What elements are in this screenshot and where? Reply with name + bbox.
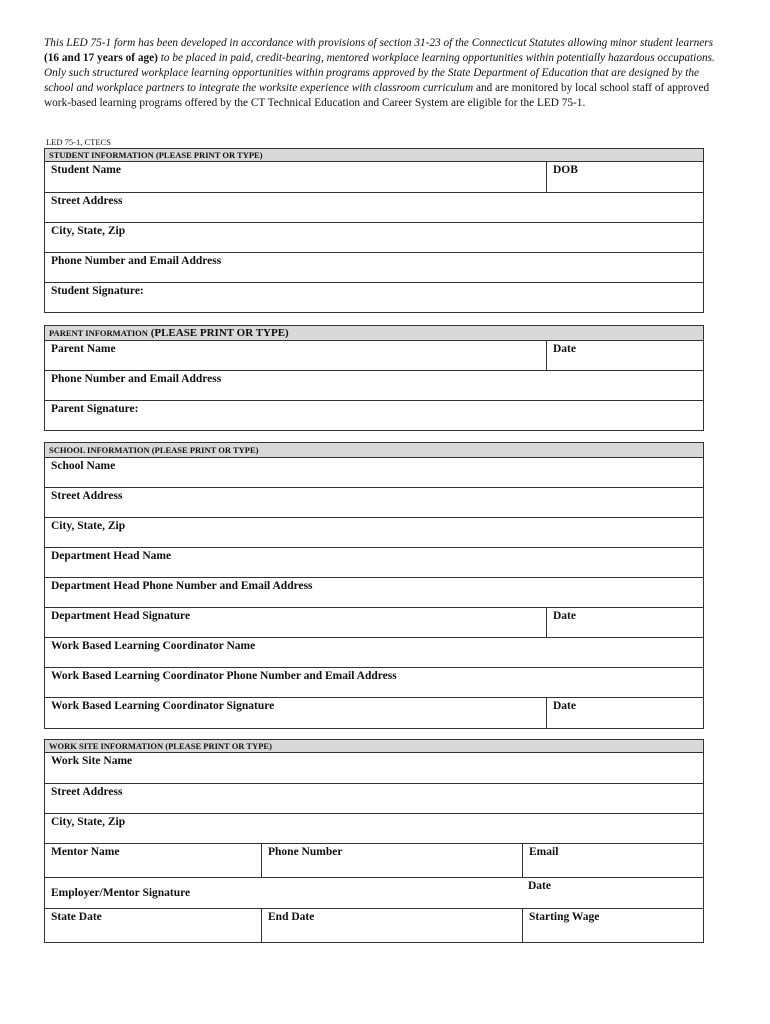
- worksite-section: [44, 739, 704, 943]
- school-city-field[interactable]: City, State, Zip: [51, 520, 126, 532]
- mentor-phone-field[interactable]: Phone Number: [261, 844, 522, 877]
- intro-text-3: and are monitored by local school staff of approved work-based learning programs offered by the CT Technical Education and Career System are eligible for the LED 75-1.: [44, 82, 710, 109]
- form-id: LED 75-1, CTECS: [46, 137, 111, 147]
- worksite-city-field[interactable]: City, State, Zip: [51, 816, 126, 828]
- wbl-phone-row: [45, 667, 703, 697]
- mentor-row: [45, 843, 703, 877]
- student-city-row: [45, 222, 703, 252]
- student-section: [44, 148, 704, 313]
- parent-phone-row: [45, 370, 703, 400]
- dept-head-name-row: [45, 547, 703, 577]
- student-name-field[interactable]: Student Name: [51, 164, 121, 176]
- mentor-name-field[interactable]: Mentor Name: [51, 846, 120, 858]
- student-phone-row: [45, 252, 703, 282]
- student-phone-field[interactable]: Phone Number and Email Address: [51, 255, 222, 267]
- parent-section: [44, 325, 704, 431]
- parent-phone-field[interactable]: Phone Number and Email Address: [51, 373, 222, 385]
- wbl-signature-field[interactable]: Work Based Learning Coordinator Signature: [51, 700, 275, 712]
- intro-paragraph: [44, 36, 724, 111]
- student-name-row: [45, 162, 703, 192]
- student-section-header: STUDENT INFORMATION (PLEASE PRINT OR TYPE): [45, 149, 703, 162]
- dob-field[interactable]: DOB: [546, 162, 703, 192]
- worksite-street-field[interactable]: Street Address: [51, 786, 123, 798]
- mentor-email-field[interactable]: Email: [522, 844, 703, 877]
- wbl-name-field[interactable]: Work Based Learning Coordinator Name: [51, 640, 256, 652]
- student-street-field[interactable]: Street Address: [51, 195, 123, 207]
- worksite-name-row: [45, 753, 703, 783]
- parent-signature-field[interactable]: Parent Signature:: [51, 403, 139, 415]
- intro-text-1: This LED 75-1 form has been developed in accordance with provisions of section 31-23 of the Connecticut Statutes allowing minor student learners: [44, 37, 714, 49]
- parent-name-field[interactable]: Parent Name: [51, 343, 116, 355]
- worksite-section-header: WORK SITE INFORMATION (PLEASE PRINT OR TYPE): [45, 740, 703, 753]
- employment-terms-row: [45, 908, 703, 942]
- school-name-row: [45, 458, 703, 487]
- worksite-city-row: [45, 813, 703, 843]
- employer-signature-field[interactable]: Employer/Mentor Signature: [51, 887, 191, 899]
- intro-text-2: to be placed in paid, credit-bearing, mentored workplace learning opportunities within potentially hazardous occupations. Only such structured workplace learning opportunities within programs approved by the State Department of Education that are designed by the school and workplace partners to integrate the worksite experience with classroom curriculum: [44, 52, 715, 94]
- wbl-name-row: [45, 637, 703, 667]
- worksite-street-row: [45, 783, 703, 813]
- parent-section-header: [45, 326, 703, 341]
- parent-header-note: (PLEASE PRINT OR TYPE): [147, 327, 289, 339]
- school-name-field[interactable]: School Name: [51, 460, 116, 472]
- dept-head-date-field[interactable]: Date: [546, 608, 703, 637]
- student-signature-field[interactable]: Student Signature:: [51, 285, 144, 297]
- dept-head-phone-field[interactable]: Department Head Phone Number and Email Address: [51, 580, 313, 592]
- wbl-signature-row: [45, 697, 703, 728]
- wbl-phone-field[interactable]: Work Based Learning Coordinator Phone Number and Email Address: [51, 670, 397, 682]
- school-street-row: [45, 487, 703, 517]
- school-section: [44, 442, 704, 729]
- student-city-field[interactable]: City, State, Zip: [51, 225, 126, 237]
- starting-wage-field[interactable]: Starting Wage: [522, 909, 703, 942]
- parent-date-field[interactable]: Date: [546, 341, 703, 370]
- school-section-header: SCHOOL INFORMATION (PLEASE PRINT OR TYPE): [45, 443, 703, 458]
- employer-date-field[interactable]: Date: [528, 880, 551, 892]
- dept-head-name-field[interactable]: Department Head Name: [51, 550, 172, 562]
- school-city-row: [45, 517, 703, 547]
- wbl-date-field[interactable]: Date: [546, 698, 703, 728]
- intro-age-range: (16 and 17 years of age): [44, 52, 158, 64]
- start-date-field[interactable]: State Date: [51, 911, 102, 923]
- employer-signature-row: [45, 877, 703, 908]
- student-signature-row: [45, 282, 703, 312]
- dept-head-signature-row: [45, 607, 703, 637]
- parent-signature-row: [45, 400, 703, 430]
- school-street-field[interactable]: Street Address: [51, 490, 123, 502]
- worksite-name-field[interactable]: Work Site Name: [51, 755, 133, 767]
- end-date-field[interactable]: End Date: [261, 909, 522, 942]
- parent-header-label: PARENT INFORMATION: [49, 328, 148, 338]
- parent-name-row: [45, 341, 703, 370]
- dept-head-signature-field[interactable]: Department Head Signature: [51, 610, 191, 622]
- student-street-row: [45, 192, 703, 222]
- dept-head-phone-row: [45, 577, 703, 607]
